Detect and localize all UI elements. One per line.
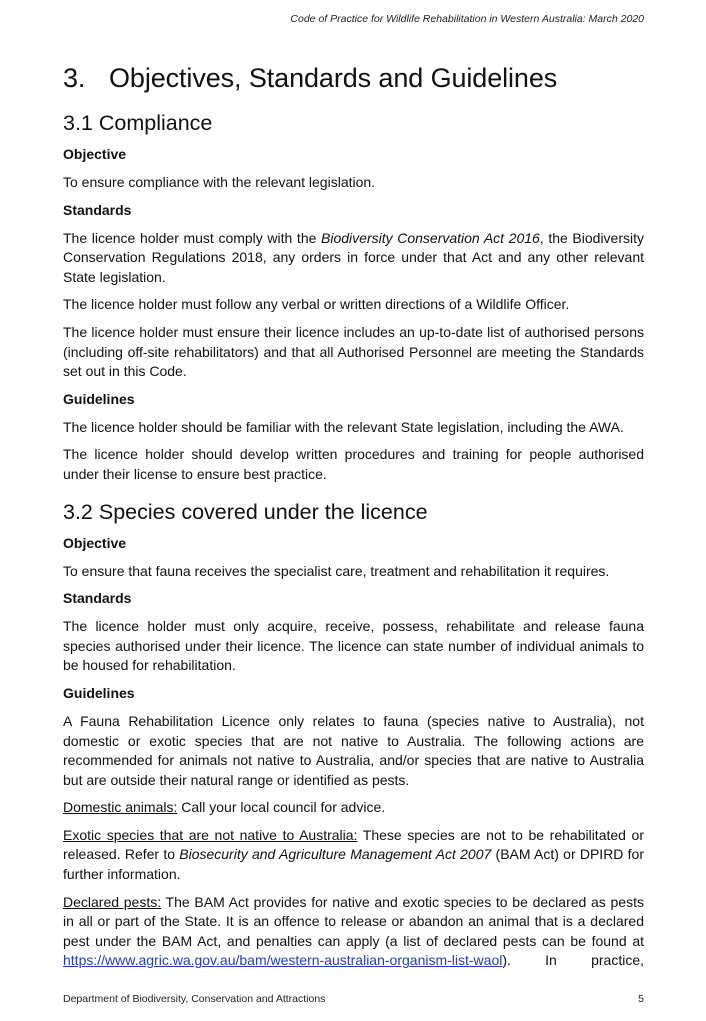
- domestic-animals-paragraph: [63, 798, 644, 818]
- waol-link[interactable]: https://www.agric.wa.gov.au/bam/western-australian-organism-list-waol: [63, 952, 503, 969]
- text-span: (BAM Act) or DPIRD for further information.: [63, 846, 644, 883]
- guidelines-label: Guidelines: [63, 684, 135, 701]
- exotic-species-label: Exotic species that are not native to Australia:: [63, 826, 358, 843]
- standard-paragraph: The licence holder must ensure their licence includes an up-to-date list of authorised persons (including off-site rehabilitators) and that all Authorised Personnel are meeting the Standards set out in this Code.: [63, 323, 644, 380]
- act-title: Biosecurity and Agriculture Management Act 2007: [179, 846, 492, 863]
- page-number: 5: [638, 993, 644, 1005]
- act-title: Biodiversity Conservation Act 2016: [321, 229, 540, 246]
- standards-label: Standards: [63, 201, 132, 218]
- page-footer: [63, 993, 644, 1005]
- guideline-paragraph: The licence holder should develop written procedures and training for people authorised under their license to ensure best practice.: [63, 446, 644, 482]
- declared-pests-paragraph: [63, 893, 644, 971]
- text-span: , the Biodiversity Conservation Regulations 2018, any orders in force under that Act and any other relevant State legislation.: [63, 229, 645, 285]
- objective-label: Objective: [63, 146, 127, 162]
- chapter-title-text: Objectives, Standards and Guidelines: [109, 63, 558, 93]
- standards-label: Standards: [63, 590, 132, 607]
- text-span: Call your local council for advice.: [177, 799, 386, 816]
- text-span: The BAM Act provides for native and exotic species to be declared as pests in all or part of the State. It is an offence to release or abandon an animal that is a declared pest under the BAM Act, and penalties can apply (a list of declared pests can be found at: [63, 893, 644, 949]
- standard-paragraph: The licence holder must only acquire, receive, possess, rehabilitate and release fauna species authorised under their licence. The licence can state number of individual animals to be housed for rehabilitation.: [63, 618, 644, 674]
- text-span: ). In practice,: [502, 952, 644, 969]
- domestic-animals-label: Domestic animals:: [63, 799, 178, 816]
- objective-text: To ensure compliance with the relevant legislation.: [63, 174, 376, 190]
- chapter-title: [63, 58, 644, 98]
- text-span: The licence holder must comply with the: [63, 229, 322, 246]
- footer-department: Department of Biodiversity, Conservation and Attractions: [63, 993, 326, 1005]
- page-content: [63, 58, 644, 979]
- declared-pests-label: Declared pests:: [63, 893, 162, 910]
- objective-label: Objective: [63, 534, 127, 551]
- section-heading: 3.1 Compliance: [63, 111, 213, 135]
- chapter-number: 3.: [63, 63, 86, 93]
- objective-text: To ensure that fauna receives the specialist care, treatment and rehabilitation it requires.: [63, 562, 610, 579]
- section-species-covered: [63, 499, 644, 972]
- section-heading: 3.2 Species covered under the licence: [63, 499, 428, 524]
- standard-paragraph: [63, 229, 644, 288]
- running-header: Code of Practice for Wildlife Rehabilitation in Western Australia: March 2020: [290, 13, 644, 25]
- guideline-paragraph: The licence holder should be familiar with the relevant State legislation, including the AWA.: [63, 418, 624, 435]
- guidelines-label: Guidelines: [63, 390, 135, 407]
- section-compliance: [63, 110, 644, 485]
- guideline-paragraph: A Fauna Rehabilitation Licence only relates to fauna (species native to Australia), not domestic or exotic species that are not native to Australia. The following actions are recommended for animals not native to Australia, and/or species that are native to Australia but are outside their natural range or identified as pests.: [63, 712, 644, 788]
- exotic-species-paragraph: [63, 826, 644, 885]
- standard-paragraph: The licence holder must follow any verbal or written directions of a Wildlife Officer.: [63, 296, 570, 313]
- text-span: These species are not to be rehabilitated or released. Refer to: [63, 826, 644, 863]
